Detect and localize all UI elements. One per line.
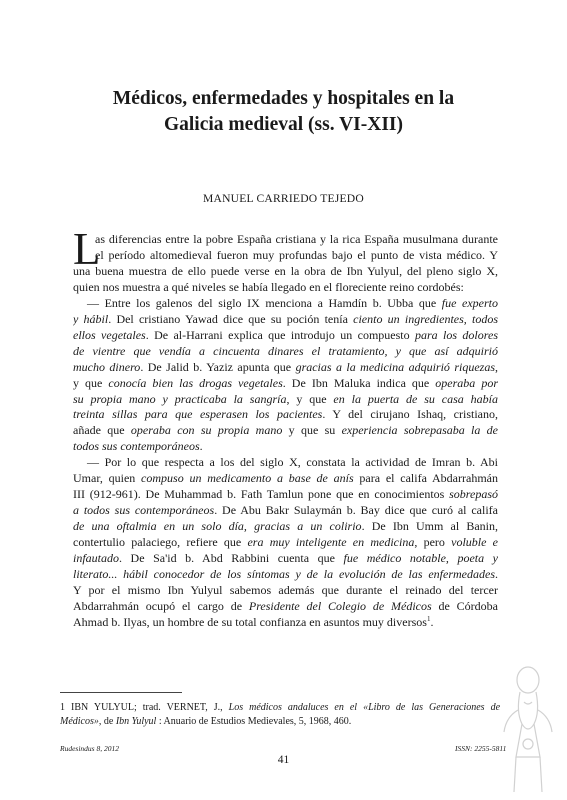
text-line: y que conocía bien las drogas vegetales. De Ibn Maluka indica que operaba por	[73, 375, 498, 390]
text-line: Abdarrahmán ocupó el cargo de Presidente del Colegio de Médicos de Córdoba	[73, 598, 498, 613]
text-line: III (912-961). De Muhammad b. Fath Tamlun pone que en conocimientos sobrepasó	[73, 487, 498, 502]
text-line: — Entre los galenos del siglo IX menciona a Hamdín b. Ubba que fue experto	[87, 295, 498, 310]
text-line: ellos vegetales. De al-Harrani explica que introdujo un compuesto para los dolores	[73, 327, 498, 342]
text-line: quien nos muestra a qué niveles se había llegado en el floreciente reino cordobés:	[73, 279, 464, 294]
footnote-line: 1 IBN YULYUL; trad. VERNET, J., Los médicos andaluces en el «Libro de las Generaciones de	[60, 702, 500, 713]
text-line: as diferencias entre la pobre España cristiana y la rica España musulmana durante	[95, 232, 498, 246]
issn-footer: ISSN: 2255-5811	[455, 744, 507, 753]
footnote-separator	[60, 692, 182, 693]
text-line: todos sus contemporáneos.	[73, 439, 203, 454]
text-line: literato... hábil conocedor de los síntomas y de la evolución de las enfermedades.	[73, 567, 498, 582]
text-line: el período altomedieval fueron muy profundas bajo el punto de vista médico. Y	[95, 247, 498, 262]
drop-cap: L	[73, 224, 101, 274]
text-line: Umar, quien compuso un medicamento a base de anís para el califa Abdarrahmán	[73, 471, 498, 486]
paragraph-2	[73, 296, 498, 456]
text-line: treinta sillas para que esperasen los pacientes. Y del cirujano Ishaq, cristiano,	[73, 407, 498, 422]
text-line: Y por el mismo Ibn Yulyul sabemos además que durante el reinado del tercer	[73, 582, 498, 597]
text-line: Ahmad b. Ilyas, un hombre de su total confianza en asuntos muy diversos$^1$.	[73, 614, 434, 629]
text-line: una buena muestra de ello puede verse en la obra de Ibn Yulyul, del pleno siglo X,	[73, 263, 498, 278]
paragraph-3	[73, 455, 498, 630]
author-name: MANUEL CARRIEDO TEJEDO	[203, 192, 364, 205]
page-number: 41	[277, 754, 290, 766]
title-line-1: Médicos, enfermedades y hospitales en la	[112, 88, 455, 109]
journal-footer: Rudesindus 8, 2012	[60, 744, 119, 753]
text-line: su propia mano y practicaba la sangría, y que en la puerta de su casa había	[73, 391, 498, 406]
text-line: — Por lo que respecta a los del siglo X, constata la actividad de Imran b. Abi	[87, 455, 498, 470]
footnote	[60, 701, 500, 729]
text-line: de una oftalmia en un solo día, gracias a un colirio. De Ibn Umm al Banin,	[73, 519, 498, 534]
text-line: añade que operaba con su propia mano y que su experiencia sobrepasaba la de	[73, 423, 498, 438]
text-line: a todos sus contemporáneos. De Abu Bakr Sulaymán b. Bay dice que curó al califa	[73, 503, 498, 518]
paragraph-1	[73, 224, 498, 296]
title-line-2: Galicia medieval (ss. VI-XII)	[163, 114, 404, 135]
article-title	[60, 86, 507, 138]
text-line: infautado. De Sa'id b. Abd Rabbini cuenta que fue médico notable, poeta y	[73, 551, 498, 566]
article-body	[73, 224, 498, 631]
text-line: contertulio palaciego, refiere que era muy inteligente en medicina, pero voluble e	[73, 535, 498, 550]
text-line: de vientre que vendía a cincuenta dinares el tratamiento, y que así adquirió	[73, 343, 498, 358]
text-line: y hábil. Del cristiano Yawad dice que su poción tenía ciento un ingredientes, todos	[73, 311, 498, 326]
text-line: mucho dinero. De Jalid b. Yaziz apunta que gracias a la medicina adquirió riquezas,	[73, 359, 498, 374]
footnote-line: Médicos», de Ibn Yulyul : Anuario de Estudios Medievales, 5, 1968, 460.	[60, 716, 352, 727]
watermark-figure-icon	[498, 662, 558, 797]
footnote-ref[interactable]: 1	[426, 614, 431, 623]
